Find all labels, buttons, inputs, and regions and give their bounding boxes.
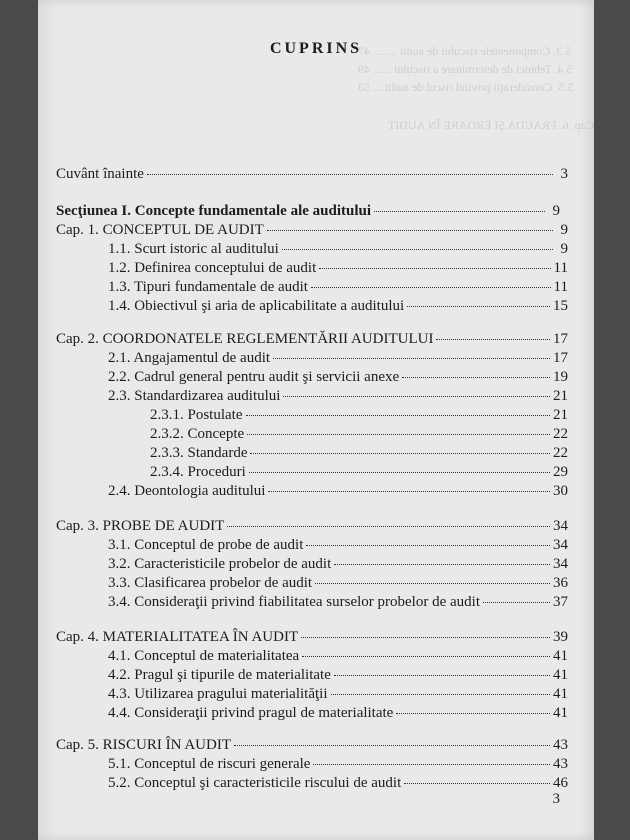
toc-entry-chapter	[56, 221, 568, 239]
toc-label: Cap. 2. COORDONATELE REGLEMENTĂRII AUDITULUI	[56, 331, 434, 347]
toc-page-number: 43	[553, 756, 568, 772]
toc-entry-subchapter	[108, 666, 568, 684]
toc-page-number: 37	[553, 594, 568, 610]
toc-entry-subchapter	[108, 555, 568, 573]
dot-leader	[249, 472, 550, 473]
toc-entry-subchapter	[108, 278, 568, 296]
toc-label: Cap. 4. MATERIALITATEA ÎN AUDIT	[56, 629, 299, 645]
toc-entry-section	[56, 202, 560, 220]
toc-page-number: 41	[553, 648, 568, 664]
toc-entry-subchapter	[108, 685, 568, 703]
toc-label: 5.1. Conceptul de riscuri generale	[108, 756, 311, 772]
toc-page-number: 29	[553, 464, 568, 480]
dot-leader	[402, 377, 550, 378]
toc-label: 2.3.2. Concepte	[150, 426, 245, 442]
dot-leader	[234, 745, 550, 746]
toc-page-number: 3	[560, 166, 568, 182]
toc-page-number: 46	[553, 775, 568, 791]
toc-label: 1.2. Definirea conceptului de audit	[108, 260, 317, 276]
toc-page-number: 41	[553, 705, 568, 721]
toc-entry-subchapter	[108, 387, 568, 405]
page-number: 3	[552, 791, 560, 807]
toc-label: 2.3.4. Proceduri	[150, 464, 246, 480]
dot-leader	[311, 287, 551, 288]
dot-leader	[227, 526, 550, 527]
toc-label: Cuvânt înainte	[56, 166, 144, 182]
toc-page-number: 36	[553, 575, 568, 591]
toc-page-number: 39	[553, 629, 568, 645]
toc-page-number: 11	[553, 260, 568, 276]
bleed-through: 5.5. Consideraţii privind riscul de audit ... 53	[358, 80, 574, 94]
toc-entry-subchapter	[108, 240, 568, 258]
toc-label: 2.1. Angajamentul de audit	[108, 350, 271, 366]
dot-leader	[267, 230, 553, 231]
toc-entry-subchapter	[108, 704, 568, 722]
toc-label: 2.3.1. Postulate	[150, 407, 243, 423]
toc-page-number: 30	[553, 483, 568, 499]
toc-label: 2.3.3. Standarde	[150, 445, 248, 461]
toc-label: 2.3. Standardizarea auditului	[108, 388, 281, 404]
toc-label: 3.2. Caracteristicile probelor de audit	[108, 556, 332, 572]
toc-page-number: 41	[553, 667, 568, 683]
toc-label: Cap. 5. RISCURI ÎN AUDIT	[56, 737, 231, 753]
toc-page-number: 9	[560, 241, 568, 257]
dot-leader	[374, 211, 545, 212]
toc-label: 4.4. Consideraţii privind pragul de materialitate	[108, 705, 394, 721]
dot-leader	[334, 675, 550, 676]
dot-leader	[313, 764, 550, 765]
toc-entry-chapter	[56, 330, 568, 348]
page-title: CUPRINS	[269, 40, 363, 57]
toc-entry-subchapter	[108, 349, 568, 367]
toc-page-number: 21	[553, 388, 568, 404]
toc-entry-subchapter	[108, 482, 568, 500]
dot-leader	[147, 174, 553, 175]
dot-leader	[246, 415, 551, 416]
toc-label: Cap. 1. CONCEPTUL DE AUDIT	[56, 222, 264, 238]
toc-page-number: 17	[553, 331, 568, 347]
toc-entry-subchapter	[108, 368, 568, 386]
toc-entry-subchapter	[108, 593, 568, 611]
toc-label: Cap. 3. PROBE DE AUDIT	[56, 518, 225, 534]
toc-label: 4.2. Pragul şi tipurile de materialitate	[108, 667, 331, 683]
toc-page-number: 19	[553, 369, 568, 385]
toc-entry-subchapter	[108, 647, 568, 665]
dot-leader	[301, 637, 550, 638]
toc-entry-chapter	[56, 517, 568, 535]
toc-page-number: 34	[553, 518, 568, 534]
dot-leader	[306, 545, 550, 546]
dot-leader	[404, 783, 550, 784]
bleed-through: Cap. 6. FRAUDA ŞI EROARE ÎN AUDIT	[388, 118, 594, 132]
toc-page-number: 41	[553, 686, 568, 702]
toc-entry-subsection	[150, 444, 568, 462]
toc-entry-subchapter	[108, 536, 568, 554]
toc-entry-foreword	[56, 165, 568, 183]
dot-leader	[319, 268, 550, 269]
dot-leader	[250, 453, 550, 454]
dot-leader	[483, 602, 550, 603]
dot-leader	[283, 396, 550, 397]
dot-leader	[334, 564, 550, 565]
toc-label: 2.4. Deontologia auditului	[108, 483, 266, 499]
toc-page-number: 9	[560, 222, 568, 238]
toc-entry-subchapter	[108, 259, 568, 277]
toc-label: 3.4. Consideraţii privind fiabilitatea surselor probelor de audit	[108, 594, 480, 610]
toc-label: 3.1. Conceptul de probe de audit	[108, 537, 304, 553]
toc-label: 4.3. Utilizarea pragului materialităţii	[108, 686, 328, 702]
toc-entry-subchapter	[108, 774, 568, 792]
toc-page-number: 22	[553, 426, 568, 442]
toc-label: 5.2. Conceptul şi caracteristicile riscului de audit	[108, 775, 402, 791]
toc-page-number: 17	[553, 350, 568, 366]
dot-leader	[273, 358, 550, 359]
dot-leader	[331, 694, 551, 695]
bleed-through: 5.3. Componentele riscului de audit ........ 47	[358, 44, 572, 58]
dot-leader	[268, 491, 550, 492]
toc-label: 1.1. Scurt istoric al auditului	[108, 241, 279, 257]
toc-label: 3.3. Clasificarea probelor de audit	[108, 575, 313, 591]
toc-page-number: 15	[553, 298, 568, 314]
toc-label: 2.2. Cadrul general pentru audit şi servicii anexe	[108, 369, 400, 385]
toc-entry-chapter	[56, 736, 568, 754]
dot-leader	[396, 713, 550, 714]
dot-leader	[247, 434, 550, 435]
toc-entry-subchapter	[108, 574, 568, 592]
toc-entry-chapter	[56, 628, 568, 646]
toc-label: 1.4. Obiectivul şi aria de aplicabilitate a auditului	[108, 298, 405, 314]
toc-entry-subsection	[150, 463, 568, 481]
toc-page-number: 34	[553, 537, 568, 553]
toc-page-number: 9	[552, 203, 560, 219]
toc-entry-subchapter	[108, 755, 568, 773]
toc-page-number: 43	[553, 737, 568, 753]
toc-page-number: 11	[553, 279, 568, 295]
dot-leader	[436, 339, 550, 340]
book-page	[38, 0, 594, 840]
dot-leader	[315, 583, 550, 584]
toc-entry-subsection	[150, 425, 568, 443]
dot-leader	[282, 249, 553, 250]
toc-label: 4.1. Conceptul de materialitatea	[108, 648, 300, 664]
toc-page-number: 21	[553, 407, 568, 423]
toc-entry-subchapter	[108, 297, 568, 315]
dot-leader	[407, 306, 550, 307]
toc-page-number: 22	[553, 445, 568, 461]
toc-label: 1.3. Tipuri fundamentale de audit	[108, 279, 308, 295]
toc-page-number: 34	[553, 556, 568, 572]
toc-label: Secţiunea I. Concepte fundamentale ale auditului	[56, 203, 372, 219]
dot-leader	[302, 656, 550, 657]
bleed-through: 5.4. Tehnici de determinare a riscului ...... 49	[358, 62, 573, 76]
toc-entry-subsection	[150, 406, 568, 424]
